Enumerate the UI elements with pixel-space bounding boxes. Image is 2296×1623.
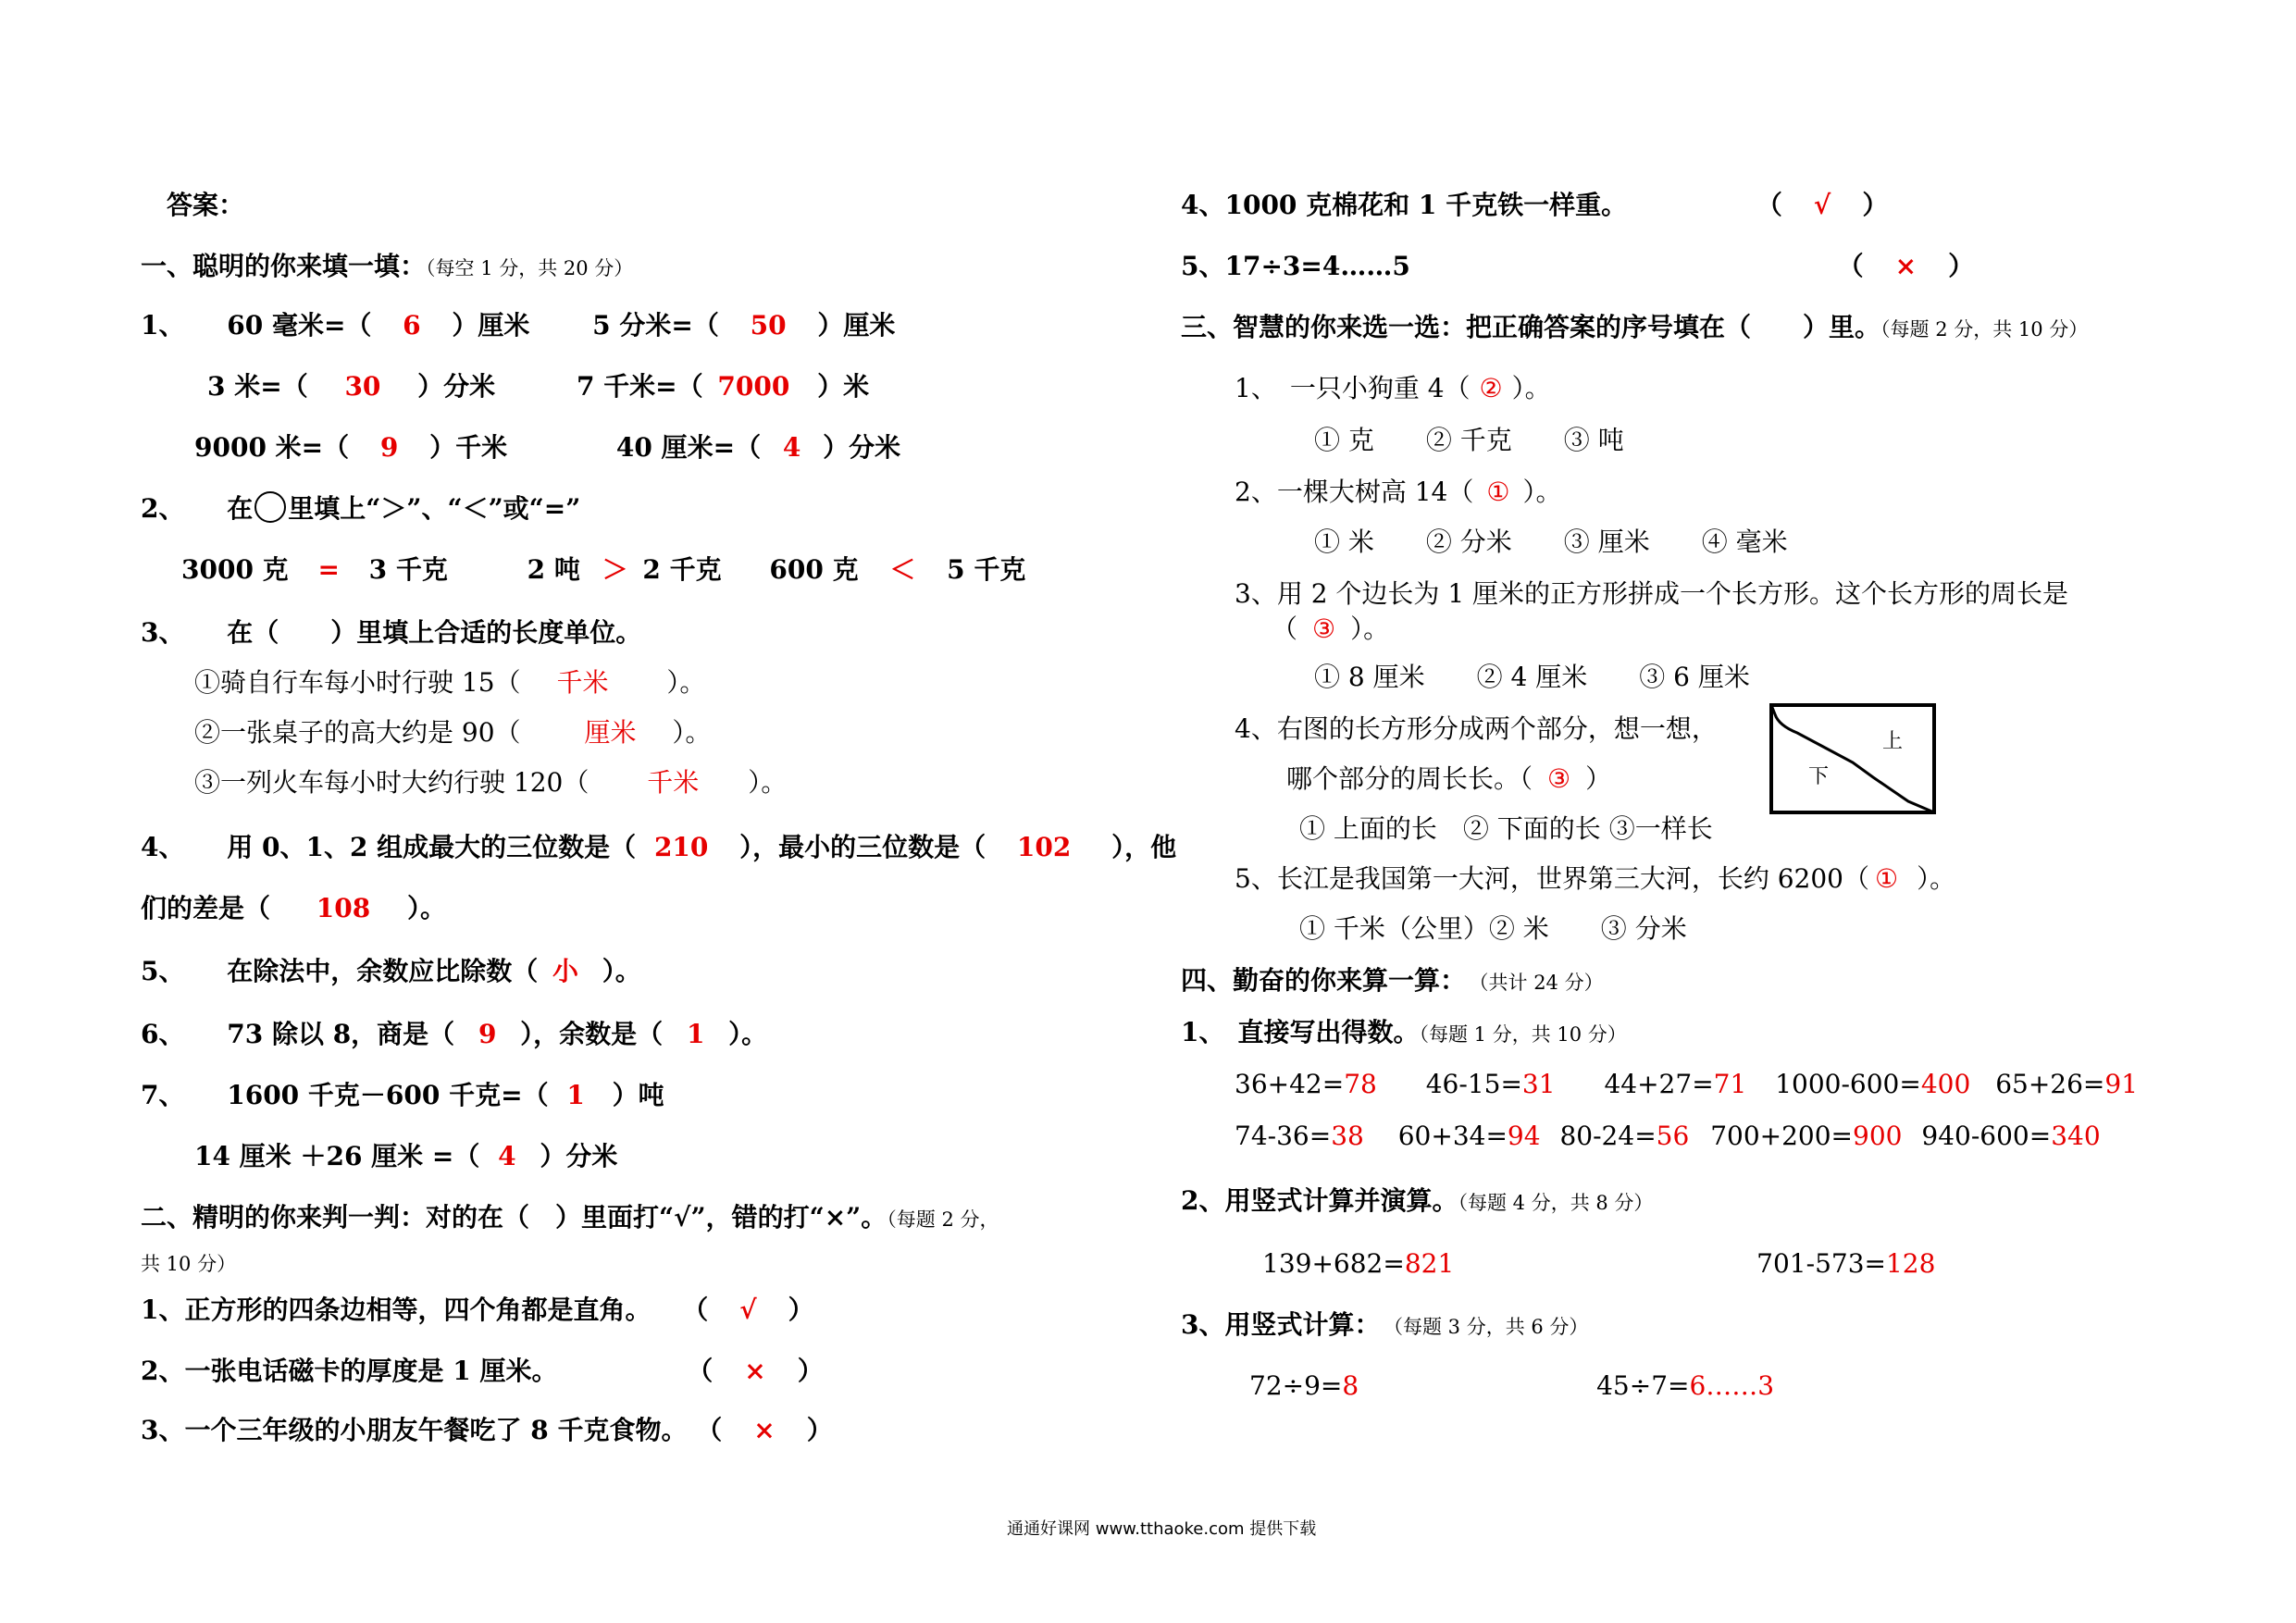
question-text: 5、17÷3=4……5 (1181, 251, 1410, 281)
question-text: 1、正方形的四条边相等，四个角都是直角。 (141, 1295, 652, 1325)
question-text: 在（ ）里填上合适的长度单位。 (227, 617, 642, 648)
question-note: （每题 1 分，共 10 分） (1419, 1023, 1627, 1046)
s1-q3-a (194, 664, 705, 701)
expression: 60+34= (1397, 1121, 1508, 1151)
answer-value: ① (1486, 477, 1510, 507)
s4-q2-row (1262, 1245, 1935, 1282)
question-text: 5 分米=（ (592, 310, 719, 341)
s4-q3-title (1181, 1307, 1588, 1345)
question-text: 2 吨 (527, 554, 580, 585)
answer-value: 千米 (647, 767, 700, 798)
answer-value: 7000 (717, 371, 790, 402)
question-text: 3、用竖式计算： (1181, 1309, 1381, 1340)
section-2-title: 二、精明的你来判一判：对的在（ ）里面打“√”，错的打“×”。 (141, 1202, 887, 1233)
question-text: ①骑自行车每小时行驶 15（ (194, 667, 521, 698)
question-text: ）。 (728, 1019, 768, 1049)
question-text: 在除法中，余数应比除数（ (227, 956, 539, 986)
question-text: 3 千克 (368, 554, 448, 585)
s1-q3-c (194, 764, 787, 801)
answer-value: √ (1813, 190, 1831, 220)
question-text: 3、一个三年级的小朋友午餐吃了 8 千克食物。 (141, 1415, 688, 1445)
s1-q1-row1 (141, 307, 895, 344)
question-text: 5、长江是我国第一大河，世界第三大河，长约 6200（ (1235, 863, 1869, 894)
answer-value: ＜ (889, 554, 916, 585)
question-number: 5、 (141, 956, 185, 986)
expression: 36+42= (1235, 1069, 1345, 1099)
judge-item: 1、正方形的四条边相等，四个角都是直角。 （ √ ） (141, 1295, 814, 1325)
judge-item: 4、1000 克棉花和 1 千克铁一样重。 （ √ ） (1181, 190, 1889, 220)
expression: 701-573= (1756, 1248, 1886, 1279)
question-text: 5 千克 (947, 554, 1026, 585)
answer-value: 340 (2051, 1121, 2101, 1151)
answer-value: 821 (1404, 1248, 1455, 1279)
question-text: 1、 一只小狗重 4（ (1235, 373, 1471, 403)
question-text: 2、一棵大树高 14（ (1235, 477, 1474, 507)
question-text: ）。 (406, 893, 446, 923)
answer-value: √ (739, 1295, 757, 1325)
answer-value: 50 (750, 310, 787, 341)
question-text: ）千米 (429, 432, 508, 463)
s3-q2-options: ① 米 ② 分米 ③ 厘米 ④ 毫米 (1314, 527, 1788, 557)
section-1-note: （每空 1 分，共 20 分） (426, 257, 634, 279)
s4-q1-row2 (1235, 1118, 2101, 1155)
s1-q1-row2 (207, 368, 869, 405)
s1-q6 (141, 1016, 767, 1053)
answer-value: ＞ (602, 554, 628, 585)
answer-value: ③ (1547, 763, 1571, 794)
question-text: 在 (227, 493, 254, 524)
s1-q4-line1 (141, 829, 1176, 866)
answer-value: 71 (1713, 1069, 1747, 1099)
question-text: ②一张桌子的高大约是 90（ (194, 717, 521, 748)
s3-q3-line2 (1272, 611, 1389, 648)
question-text: 4、1000 克棉花和 1 千克铁一样重。 (1181, 190, 1628, 220)
answer-title: 答案： (167, 190, 245, 220)
s3-q4-line1: 4、右图的长方形分成两个部分，想一想， (1235, 713, 1718, 744)
s3-q4-line2 (1286, 761, 1611, 798)
question-text: ）分米 (540, 1141, 618, 1171)
s1-q4-line2 (141, 890, 446, 927)
section-4-note: （共计 24 分） (1479, 972, 1604, 994)
question-text: ）厘米 (817, 310, 896, 341)
expression: 80-24= (1559, 1121, 1657, 1151)
s1-q3-prompt (141, 614, 641, 651)
question-text: ） (1585, 763, 1612, 794)
question-text: ）。 (666, 667, 706, 698)
answer-value: 小 (552, 956, 579, 986)
s1-q2-row (181, 551, 1025, 588)
question-note: （每题 3 分，共 6 分） (1393, 1316, 1589, 1338)
answer-value: 9 (478, 1019, 497, 1049)
question-text: ），最小的三位数是（ (739, 832, 987, 862)
answer-value: 千米 (556, 667, 609, 698)
judge-item: 3、一个三年级的小朋友午餐吃了 8 千克食物。 （ × ） (141, 1415, 833, 1445)
s4-q2-title (1181, 1183, 1653, 1221)
s3-q5-options: ① 千米（公里）② 米 ③ 分米 (1299, 913, 1687, 944)
answer-value: 4 (782, 432, 801, 463)
answer-value: 78 (1344, 1069, 1377, 1099)
answer-value: = (317, 554, 340, 585)
question-text: ）。 (1350, 613, 1390, 644)
question-text: 2 千克 (642, 554, 722, 585)
expression: 46-15= (1425, 1069, 1522, 1099)
expression: 940-600= (1921, 1121, 2052, 1151)
answer-value: 1 (686, 1019, 705, 1049)
expression: 74-36= (1235, 1121, 1332, 1151)
question-text: （ (1272, 613, 1298, 644)
judge-item: 5、17÷3=4……5 （ × ） (1181, 251, 1975, 281)
question-text: 2、用竖式计算并演算。 (1181, 1185, 1458, 1216)
s1-q1-row3 (194, 429, 900, 466)
rectangle-diagram (1769, 703, 1936, 814)
question-text: ③一列火车每小时大约行驶 120（ (194, 767, 590, 798)
question-text: ）分米 (823, 432, 901, 463)
question-text: ）吨 (612, 1080, 664, 1110)
question-text: 14 厘米 ＋26 厘米 =（ (194, 1141, 480, 1171)
answer-value: 38 (1331, 1121, 1364, 1151)
question-number: 2、 (141, 493, 185, 524)
s1-q7-b (194, 1138, 617, 1175)
expression: 44+27= (1604, 1069, 1714, 1099)
question-text: 3000 克 (181, 554, 289, 585)
answer-value: 31 (1521, 1069, 1556, 1099)
question-text: ），余数是（ (520, 1019, 664, 1049)
s4-q3-row (1249, 1368, 1774, 1405)
label-bottom: 下 (1808, 765, 1830, 788)
question-number: 3、 (141, 617, 185, 648)
s1-q7-a (141, 1077, 664, 1114)
answer-value: 8 (1342, 1370, 1359, 1401)
answer-value: 900 (1853, 1121, 1903, 1151)
answer-value: ② (1479, 373, 1503, 403)
s3-q3-options: ① 8 厘米 ② 4 厘米 ③ 6 厘米 (1314, 662, 1750, 692)
question-number: 1、 (141, 310, 185, 341)
question-text: ）分米 (417, 371, 496, 402)
expression: 700+200= (1710, 1121, 1854, 1151)
question-text: ）。 (748, 767, 788, 798)
answer-value: 6……3 (1689, 1370, 1775, 1401)
circle-icon (254, 491, 286, 523)
s3-q1 (1235, 370, 1551, 407)
answer-value: 210 (653, 832, 709, 862)
answer-value: 128 (1885, 1248, 1936, 1279)
s3-q1-options: ① 克 ② 千克 ③ 吨 (1314, 425, 1624, 455)
expression: 1000-600= (1775, 1069, 1921, 1099)
question-text: 9000 米=（ (194, 432, 350, 463)
question-number: 4、 (141, 832, 185, 862)
answer-value: 400 (1920, 1069, 1971, 1099)
s1-q5 (141, 953, 641, 990)
dividing-curve (1771, 705, 1934, 812)
expression: 65+26= (1995, 1069, 2105, 1099)
answer-value: ① (1874, 863, 1899, 894)
answer-value: 108 (316, 893, 371, 923)
question-text: 3 米=（ (207, 371, 308, 402)
question-text: 60 毫米=（ (227, 310, 372, 341)
answer-value: 91 (2104, 1069, 2139, 1099)
expression: 72÷9= (1249, 1370, 1343, 1401)
answer-value: 6 (403, 310, 421, 341)
question-text: 1、 直接写出得数。 (1181, 1017, 1420, 1047)
section-3-title: 三、智慧的你来选一选：把正确答案的序号填在（ ）里。 (1181, 312, 1881, 342)
s3-q5 (1235, 861, 1955, 898)
rectangle-outline (1771, 705, 1934, 812)
question-text: 里填上“＞”、“＜”或“=” (288, 493, 581, 524)
question-text: 600 克 (769, 554, 859, 585)
section-3-heading (1181, 309, 2088, 348)
s1-q2-prompt (141, 490, 580, 527)
question-text: 7 千米=（ (576, 371, 703, 402)
section-2-note-cont: 共 10 分） (141, 1253, 237, 1275)
question-text: ）。 (1917, 863, 1956, 894)
answer-value: 102 (1016, 832, 1072, 862)
answer-value: 56 (1656, 1121, 1690, 1151)
expression: 139+682= (1262, 1248, 1405, 1279)
question-text: 用 0、1、2 组成最大的三位数是（ (227, 832, 637, 862)
question-text: ）。 (1511, 373, 1551, 403)
question-number: 6、 (141, 1019, 185, 1049)
answer-value: × (753, 1415, 776, 1445)
question-text: ）。 (672, 717, 712, 748)
s4-q1-row1 (1235, 1066, 2138, 1103)
question-text: 们的差是（ (141, 893, 271, 923)
answer-value: 厘米 (584, 717, 637, 748)
s3-q2 (1235, 474, 1561, 511)
question-text: ），他 (1111, 832, 1177, 862)
s3-q3-line1: 3、用 2 个边长为 1 厘米的正方形拼成一个长方形。这个长方形的周长是 (1235, 578, 2069, 609)
s3-q4-options: ① 上面的长 ② 下面的长 ③一样长 (1299, 813, 1713, 844)
section-1-title: 一、聪明的你来填一填： (141, 251, 427, 281)
section-1-heading (141, 248, 633, 287)
expression: 45÷7= (1596, 1370, 1690, 1401)
answer-value: 30 (344, 371, 381, 402)
judge-item: 2、一张电话磁卡的厚度是 1 厘米。 （ × ） (141, 1356, 824, 1386)
question-text: ）。 (1522, 477, 1562, 507)
question-text: ）米 (817, 371, 870, 402)
question-text: ）厘米 (452, 310, 530, 341)
section-2-note: （每题 2 分， (887, 1208, 999, 1231)
question-text: ）。 (602, 956, 641, 986)
question-text: 40 厘米=（ (615, 432, 762, 463)
label-top: 上 (1882, 730, 1904, 753)
section-4-heading (1181, 962, 1604, 1001)
question-text: 1600 千克－600 千克=（ (227, 1080, 549, 1110)
answer-value: 4 (498, 1141, 516, 1171)
section-3-note: （每题 2 分，共 10 分） (1880, 318, 2089, 341)
question-text: 哪个部分的周长长。（ (1286, 763, 1533, 794)
section-4-title: 四、勤奋的你来算一算： (1181, 965, 1467, 996)
answer-value: 1 (566, 1080, 585, 1110)
question-text: 73 除以 8，商是（ (227, 1019, 455, 1049)
answer-value: 94 (1507, 1121, 1541, 1151)
answer-value: × (1894, 251, 1917, 281)
answer-value: × (744, 1356, 766, 1386)
answer-value: ③ (1312, 613, 1336, 644)
answer-value: 9 (379, 432, 399, 463)
s1-q3-b (194, 714, 711, 751)
section-2-heading (141, 1199, 999, 1238)
question-number: 7、 (141, 1080, 185, 1110)
s4-q1-title (1181, 1014, 1627, 1053)
question-note: （每题 4 分，共 8 分） (1458, 1192, 1654, 1214)
question-text: 2、一张电话磁卡的厚度是 1 厘米。 (141, 1356, 558, 1386)
footer-credit: 通通好课网 www.tthaoke.com 提供下载 (1007, 1519, 1317, 1539)
